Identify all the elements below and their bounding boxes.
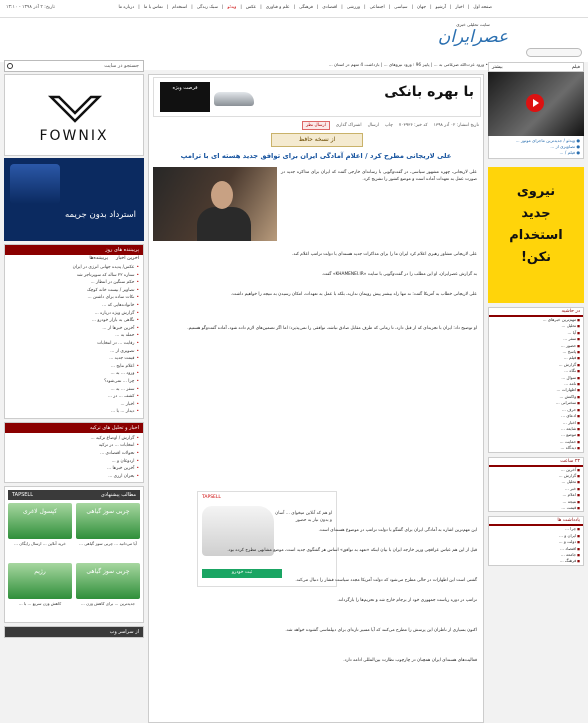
topnav-divider: | xyxy=(191,5,193,10)
list-item[interactable]: • حکم سنگین در انتظار ... xyxy=(9,279,139,287)
right-section-list xyxy=(489,467,583,512)
fownix-brand: FOWNIX xyxy=(39,128,109,144)
list-item[interactable]: • خانواده‌هایی که ... xyxy=(9,302,139,310)
paragraph-5: این مهم‌ترین اشاره به آمادگی ایران برای گفتگو با دولت ترامپ در موضوع هسته‌ای است. xyxy=(318,528,477,533)
paragraph-10: فعالیت‌های هسته‌ای ایران همچنان در چارچوب نظارت بین‌المللی ادامه دارد. xyxy=(343,658,477,663)
list-item[interactable]: ■ نتیجه ... xyxy=(489,499,583,505)
car-image-icon xyxy=(10,164,60,204)
article-toolbar xyxy=(153,119,479,131)
left-bottom-title-bar xyxy=(5,627,143,637)
topnav-item[interactable]: فرهنگی xyxy=(298,5,313,10)
paragraph-3: علی لاریجانی خطاب به آمریکا گفت: نه تنها راه بیشتر پیش رویمان ندارید، بلکه با عمل به تعهدات، امکان رسیدن به نتیجه را خواهیم داشت. xyxy=(230,292,477,297)
topnav-item[interactable]: ویدئو xyxy=(227,5,237,10)
list-item[interactable]: ■ ادعای ... xyxy=(489,413,583,419)
list-item[interactable]: • سفر ... به ... xyxy=(9,386,139,394)
list-item[interactable]: ■ سفر ... xyxy=(489,336,583,342)
article-lead: علی لاریجانی، چهره مشهور سیاسی، در گفت‌وگویی با رسانه‌ای خارجی گفت که ایران برای مذاکره جدید در صورت عمل به تعهدات آماده است و موضع کشور را تشریح کرد. xyxy=(281,170,477,183)
tapsell-ad-card[interactable] xyxy=(197,491,337,587)
product-caption: جدیدترین ... برای کاهش وزن ... xyxy=(81,601,135,607)
recruit-ad-line: نیروی xyxy=(516,184,556,199)
logo-name: عصرایران xyxy=(437,27,509,47)
list-item[interactable]: • تصویری از ... xyxy=(9,348,139,356)
left-bottom-title: از سراسر وب xyxy=(109,629,139,636)
jarim-ad[interactable] xyxy=(4,158,144,241)
topnav-item[interactable]: علم و فناوری xyxy=(265,5,290,10)
topnav-item[interactable]: سیاسی xyxy=(394,5,408,10)
share-button[interactable]: اشتراک گذاری xyxy=(335,122,362,128)
bank-banner-text: با بهره بانکی xyxy=(384,84,474,100)
list-item[interactable]: ■ ایران و ... xyxy=(489,533,583,539)
product-image[interactable]: کپسول لاغری xyxy=(8,503,72,539)
tapsell-label: TAPSELL xyxy=(12,492,34,499)
product-card[interactable] xyxy=(76,563,140,619)
tab-popular[interactable]: پربیننده‌ها xyxy=(89,256,109,261)
list-item[interactable]: • رقابت ... در انتخابات xyxy=(9,340,139,348)
list-item[interactable]: • گزارش / اوضاع ترکیه ... xyxy=(9,435,139,443)
product-card[interactable] xyxy=(8,503,72,559)
product-card[interactable] xyxy=(8,563,72,619)
main-article xyxy=(148,74,484,723)
popular-box xyxy=(4,244,144,419)
jarim-ad-text: استرداد بدون جریمه xyxy=(64,210,136,220)
car-icon xyxy=(214,92,254,106)
video-link[interactable]: ● تصاویری از ... xyxy=(550,144,580,149)
topnav-divider: | xyxy=(293,5,295,10)
search-input[interactable]: جستجو در سایت xyxy=(104,63,139,69)
topnav-divider: | xyxy=(240,5,242,10)
list-item[interactable]: ■ واکنش ... xyxy=(489,394,583,400)
person-face-icon xyxy=(211,181,233,209)
article-date: تاریخ انتشار: ۰۲ آذر ۱۳۹۸ xyxy=(433,122,479,128)
news-ticker[interactable]: • ورود عزت‌الله ضرغامی به ... | پاییز 96 ؛ ورود نیروهای ... | بازداشت 4 متهم در استان ... xyxy=(102,60,492,70)
list-item[interactable]: ■ نامه ... xyxy=(489,381,583,387)
list-item[interactable]: ■ اقتصاد ... xyxy=(489,546,583,552)
list-item[interactable]: • قیمت جدید ... xyxy=(9,355,139,363)
paragraph-6: قبل از این هم عباس عراقچی وزیر خارجه ایران با بیان اینکه «تعهد به توافق» اساس هر گفتگوی جدید است، موضع مشابهی مطرح کرده بود. xyxy=(227,548,477,553)
list-item[interactable]: • تحولات اقتصادی ... xyxy=(9,450,139,458)
send-button[interactable]: ارسال xyxy=(367,122,379,128)
video-head xyxy=(488,62,584,72)
right-section-title: در حاشیه xyxy=(489,308,583,317)
video-thumbnail[interactable] xyxy=(488,72,584,136)
tehran-title: اخبار و تحلیل های ترکیه xyxy=(89,424,139,431)
person-silhouette-icon xyxy=(197,207,251,241)
left-column xyxy=(4,74,144,638)
list-item[interactable]: ■ حضور ... xyxy=(489,343,583,349)
list-item[interactable]: • ورود ... به ... xyxy=(9,370,139,378)
list-item[interactable]: • اعلام نتایج ... xyxy=(9,363,139,371)
recruit-ad[interactable] xyxy=(488,167,584,303)
topnav-divider: | xyxy=(221,5,224,10)
tehran-box xyxy=(4,422,144,484)
list-item[interactable]: ■ فرهنگ ... xyxy=(489,558,583,564)
list-item[interactable]: • کشف ... در ... xyxy=(9,393,139,401)
list-item[interactable]: ■ موضع ... xyxy=(489,432,583,438)
right-column xyxy=(488,62,584,566)
right-section-title: یادداشت ها xyxy=(489,517,583,526)
list-item[interactable]: • ستاره ۲۲ ساله که سوپرتاجر شد xyxy=(9,272,139,280)
ad-card-cta-button[interactable]: ثبت خودرو xyxy=(202,569,282,578)
top-nav xyxy=(118,5,492,10)
date-text: تاریخ: ۲ آذر ۱۳۹۸ - ۱۳:۱۰ xyxy=(6,5,55,10)
bank-banner[interactable] xyxy=(153,77,481,117)
list-item[interactable]: ■ حرف ... xyxy=(489,407,583,413)
product-image[interactable]: رژیم xyxy=(8,563,72,599)
topnav-item[interactable]: اقتصادی xyxy=(322,5,338,10)
video-link[interactable]: ● فیلم / ... xyxy=(559,150,580,155)
article-photo xyxy=(153,167,277,241)
fownix-ad[interactable] xyxy=(4,74,144,156)
list-item[interactable]: ■ حمایت ... xyxy=(489,439,583,445)
article-headline: علی لاریجانی مطرح کرد / اعلام آمادگی ایران برای توافق جدید هسته ای با ترامپ xyxy=(180,152,452,160)
haftagh-badge: از نسخه حافظ xyxy=(271,133,363,147)
list-item[interactable]: • دیدار ... با ... xyxy=(9,408,139,416)
tehran-title-bar xyxy=(5,423,143,433)
comment-button[interactable]: ارسال نظر xyxy=(302,121,330,130)
topnav-item[interactable]: اجتماعی xyxy=(369,5,385,10)
popular-title-bar xyxy=(5,245,143,255)
topnav-divider: | xyxy=(388,5,391,10)
paragraph-4: او توضیح داد: ایران با تجربه‌ای که از قبل دارد، تا زمانی که طرف مقابل صادق نباشد، توافقی را نمی‌پذیرد؛ اما اگر تضمین‌های لازم داده شود، آماده گفت‌وگو هستیم. xyxy=(187,326,477,331)
list-item[interactable]: ■ آیا ... xyxy=(489,330,583,336)
recruit-ad-line: جدید xyxy=(521,206,551,221)
fownix-logo-icon xyxy=(45,91,105,125)
bank-banner-badge: فرصت ویژه xyxy=(160,82,210,112)
list-item[interactable]: ■ اظهارات ... xyxy=(489,387,583,393)
product-grid xyxy=(8,503,140,619)
product-caption: خرید آنلاین ... ارسال رایگان ... xyxy=(14,541,66,547)
topnav-item[interactable]: آرشیو xyxy=(435,5,446,10)
tapsell-section-title: مطالب پیشنهادی xyxy=(100,492,136,499)
search-icon[interactable] xyxy=(7,63,13,69)
right-sections xyxy=(488,307,584,566)
topnav-divider: | xyxy=(166,5,169,10)
video-more-link[interactable]: بیشتر xyxy=(492,65,503,70)
tehran-list xyxy=(5,433,143,483)
topnav-divider: | xyxy=(430,5,432,10)
list-item[interactable]: • حمله به ... xyxy=(9,332,139,340)
logo-tagline: سایت تحلیلی خبری xyxy=(456,22,490,27)
list-item[interactable]: ■ خبر ... xyxy=(489,486,583,492)
list-item[interactable]: ■ دولت و ... xyxy=(489,539,583,545)
ad-card-label: TAPSELL xyxy=(202,495,221,500)
product-image[interactable]: چربی سوز گیاهی xyxy=(76,563,140,599)
right-section xyxy=(488,307,584,453)
topnav-divider: | xyxy=(449,5,452,10)
list-item[interactable]: • آخرین خبرها از ... xyxy=(9,325,139,333)
list-item[interactable]: ■ پاسخ ... xyxy=(489,349,583,355)
top-bar xyxy=(0,0,588,18)
tapsell-left xyxy=(4,486,144,623)
list-item[interactable]: • چرا ... نمی‌شود؟ xyxy=(9,378,139,386)
topnav-item[interactable]: تماس با ما xyxy=(143,5,163,10)
list-item[interactable]: ■ دیدگاه ... xyxy=(489,445,583,451)
list-item[interactable]: ■ قیمت ... xyxy=(489,505,583,511)
list-item[interactable]: ■ شایعه ... xyxy=(489,426,583,432)
product-image[interactable]: چربی سوز گیاهی xyxy=(76,503,140,539)
list-item[interactable]: • عکس/ پدیده جهانی انرژی در ایران xyxy=(9,264,139,272)
list-item[interactable]: ■ گزارش ... xyxy=(489,473,583,479)
right-section-list xyxy=(489,526,583,564)
topnav-item[interactable]: درباره ما xyxy=(118,5,135,10)
recruit-ad-line: نکن! xyxy=(520,250,552,265)
list-item[interactable]: ■ سخنرانی ... xyxy=(489,400,583,406)
paragraph-9: اکنون بسیاری از ناظران این پرسش را مطرح می‌کنند که آیا مسیر تازه‌ای برای دیپلماسی گشوده خواهد شد. xyxy=(285,628,477,633)
video-link[interactable]: ● ویدئو / جدیدترین ماجرای موتور ... xyxy=(515,138,580,143)
left-bottom-box xyxy=(4,626,144,638)
topnav-divider: | xyxy=(467,5,470,10)
list-item[interactable]: • آخرین خبرها ... xyxy=(9,465,139,473)
topnav-item[interactable]: صفحه اول xyxy=(473,5,492,10)
list-item[interactable]: • انتخابات ... در ترکیه xyxy=(9,442,139,450)
article-code: کد خبر: ۷۰۳۹۳۶ xyxy=(398,122,428,128)
list-item[interactable]: • اخبار ... xyxy=(9,401,139,409)
list-item[interactable]: ■ مهم‌ترین خبرهای ... xyxy=(489,317,583,323)
recruit-ad-line: استخدام xyxy=(509,228,563,243)
list-item[interactable]: ■ چرا ... xyxy=(489,526,583,532)
list-item[interactable]: ■ تحلیل ... xyxy=(489,323,583,329)
site-logo[interactable] xyxy=(428,22,518,58)
list-item[interactable]: • تصاویر / بیست خانه کوچک xyxy=(9,287,139,295)
list-item[interactable]: • اردوغان و ... xyxy=(9,458,139,466)
topnav-divider: | xyxy=(260,5,262,10)
header-pill[interactable] xyxy=(526,48,582,57)
list-item[interactable]: • بحران ارزی ... xyxy=(9,473,139,481)
topnav-divider: | xyxy=(341,5,343,10)
tab-latest[interactable]: آخرین اخبار xyxy=(116,256,139,261)
ad-card-text: او هم که آنلاین میخوای ... آسان و بدون نیاز به حضور xyxy=(275,511,332,523)
list-item[interactable]: ■ جامعه ... xyxy=(489,552,583,558)
video-head-title: فیلم xyxy=(571,65,580,70)
header xyxy=(0,18,588,62)
list-item[interactable]: ■ سوال ... xyxy=(489,375,583,381)
list-item[interactable]: ■ اخبار ... xyxy=(489,420,583,426)
list-item[interactable]: ■ نگاه ... xyxy=(489,368,583,374)
list-item[interactable]: ■ تحلیل ... xyxy=(489,479,583,485)
right-section xyxy=(488,516,584,565)
topnav-item[interactable]: ورزشی xyxy=(346,5,361,10)
list-item[interactable]: • نکات ساده برای داشتن ... xyxy=(9,294,139,302)
topnav-item[interactable]: استخدام xyxy=(172,5,188,10)
topnav-divider: | xyxy=(316,5,319,10)
popular-title: پربیننده های روز xyxy=(105,247,139,253)
list-item[interactable]: ■ فیلم ... xyxy=(489,355,583,361)
product-card[interactable] xyxy=(76,503,140,559)
right-section xyxy=(488,457,584,513)
list-item[interactable]: ■ آخرین ... xyxy=(489,467,583,473)
list-item[interactable]: ■ گزارش ... xyxy=(489,362,583,368)
paragraph-2: به گزارش عصرایران، او این مطلب را در گفت‌وگویی با سایت «KHAMENEI.IR» گفت. xyxy=(321,272,477,277)
list-item[interactable]: • گزارش ویژه درباره ... xyxy=(9,310,139,318)
paragraph-8: ترامپ در دوره ریاست جمهوری خود از برجام خارج شد و تحریم‌ها را بازگرداند. xyxy=(337,598,477,603)
play-icon[interactable] xyxy=(526,94,544,112)
product-caption: آیا می‌دانید ... چربی سوز گیاهی ... xyxy=(79,541,137,547)
topnav-item[interactable]: عکس xyxy=(245,5,257,10)
list-item[interactable]: ■ اعلام ... xyxy=(489,492,583,498)
print-button[interactable]: چاپ xyxy=(384,122,393,128)
topnav-item[interactable]: اخبار xyxy=(455,5,464,10)
right-section-list xyxy=(489,317,583,452)
right-section-title: ۲۴ ساعت xyxy=(489,458,583,467)
topnav-item[interactable]: سبک زندگی xyxy=(196,5,218,10)
topnav-divider: | xyxy=(411,5,413,10)
topnav-item[interactable]: جهان xyxy=(416,5,427,10)
list-item[interactable]: • نگاهی به بازار خودرو ... xyxy=(9,317,139,325)
video-links xyxy=(488,136,584,159)
popular-list xyxy=(5,262,143,418)
product-caption: کاهش وزن سریع ... با ... xyxy=(18,601,62,607)
tapsell-section-bar xyxy=(8,490,140,500)
topnav-divider: | xyxy=(138,5,140,10)
popular-tabs xyxy=(5,255,143,262)
paragraph-7: گفتنی است این اظهارات در حالی مطرح می‌شود که دولت آمریکا مجدد سیاست فشار را دنبال می‌کند. xyxy=(295,578,477,583)
search-box[interactable] xyxy=(4,60,144,72)
topnav-divider: | xyxy=(364,5,366,10)
paragraph-1: علی لاریجانی مشاور رهبری اعلام کرد ایران ما را برای مذاکرات جدید هسته‌ای با دولت ترامپ اعلام کند. xyxy=(291,252,477,257)
